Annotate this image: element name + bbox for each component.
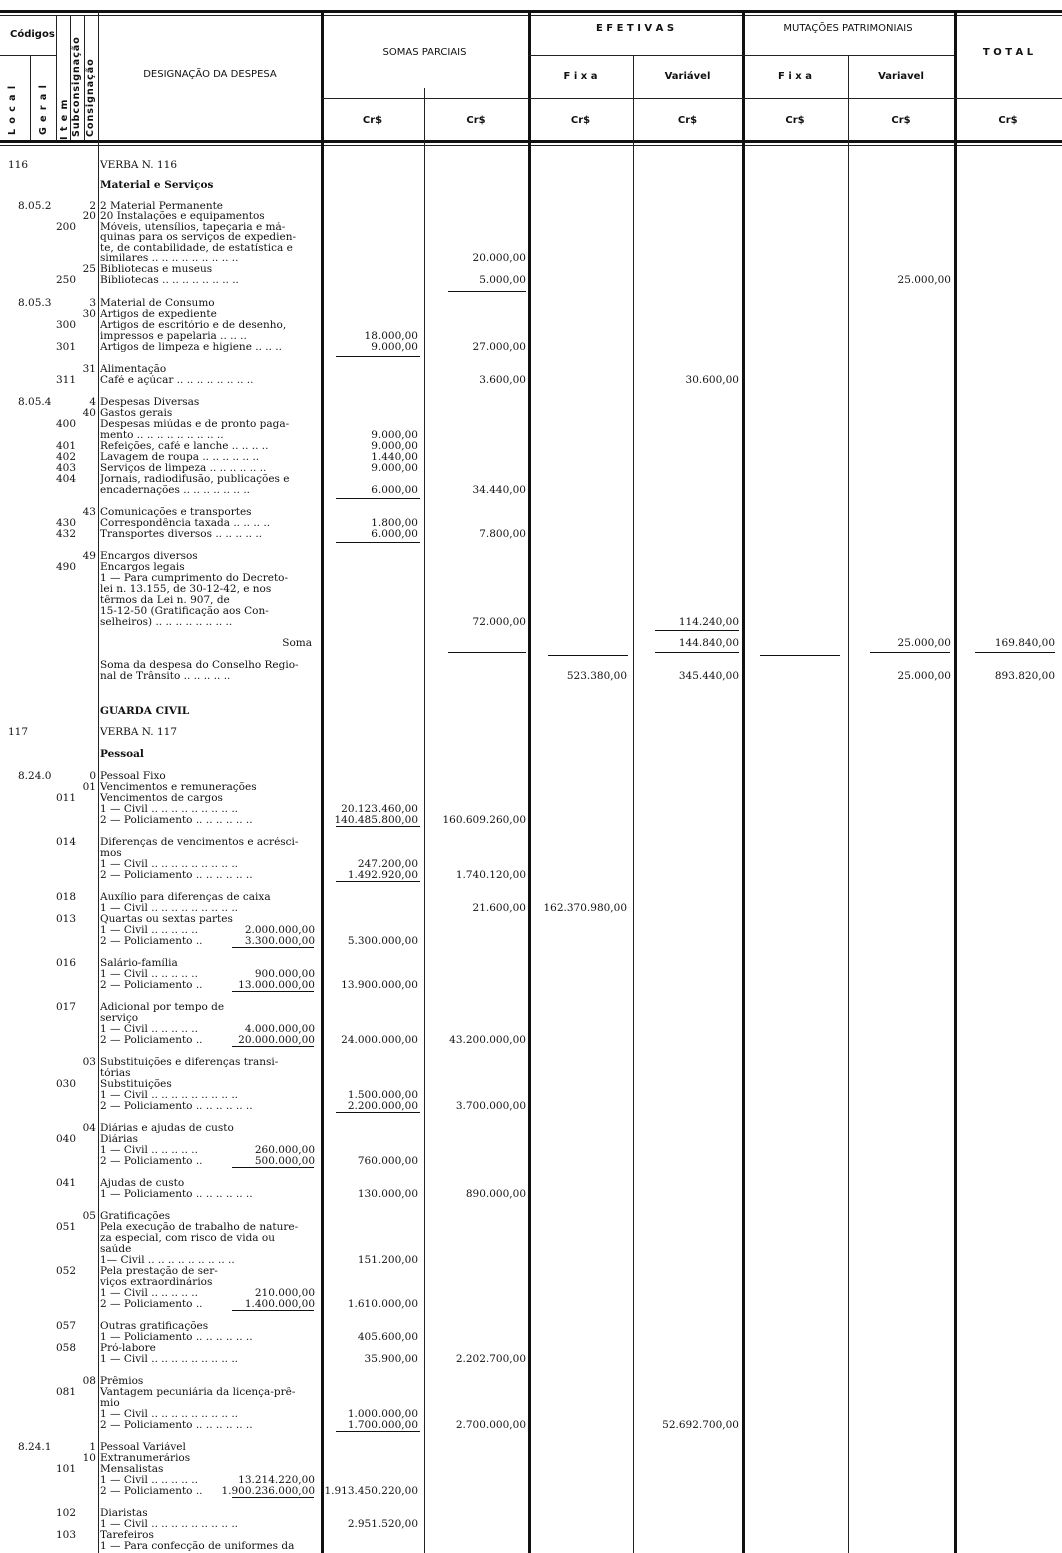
- expense-description: Café e açúcar .. .. .. .. .. .. .. ..: [100, 375, 254, 385]
- item-code: 040: [55, 1134, 76, 1144]
- expense-description: 1 — Civil .. .. .. .. ..: [100, 1475, 198, 1485]
- expense-description: Móveis, utensílios, tapeçaria e má-: [100, 222, 286, 232]
- consignacao-code: 10: [82, 1453, 96, 1463]
- item-code: 301: [55, 342, 76, 352]
- expense-description: 20 Instalações e equipamentos: [100, 211, 265, 221]
- consignacao-code: 05: [82, 1211, 96, 1221]
- inner-value: 2.000.000,00: [244, 925, 315, 935]
- partial-sum-2: 27.000,00: [472, 342, 526, 352]
- expense-description: 1 — Para confecção de uniformes da: [100, 1541, 295, 1551]
- expense-description: Tarefeiros: [100, 1530, 154, 1540]
- expense-description: 1 — Civil .. .. .. .. .. .. .. .. ..: [100, 1409, 239, 1419]
- item-code: 030: [55, 1079, 76, 1089]
- partial-sum-1: 760.000,00: [357, 1156, 418, 1166]
- currency-partial-2: Cr$: [466, 115, 486, 126]
- sum-rule: [975, 652, 1055, 653]
- item-code: 250: [55, 275, 76, 285]
- expense-description: Soma da despesa do Conselho Regio-: [100, 660, 299, 670]
- currency-mutacoes-fixa: Cr$: [785, 115, 805, 126]
- consignacao-code: 4: [89, 397, 96, 407]
- partial-sum-2: 7.800,00: [479, 529, 526, 539]
- expense-description: Vencimentos de cargos: [100, 793, 223, 803]
- expense-description: VERBA N. 117: [100, 727, 178, 737]
- sum-rule: [448, 652, 526, 653]
- inner-value: 900.000,00: [254, 969, 315, 979]
- expense-description: Pessoal Variável: [100, 1442, 186, 1452]
- verba-code: 117: [8, 727, 29, 737]
- efetivas-variavel-value: 345.440,00: [678, 671, 739, 681]
- item-code: 011: [55, 793, 76, 803]
- partial-sum-1: 1.610.000,00: [347, 1299, 418, 1309]
- consignacao-code: 08: [82, 1376, 96, 1386]
- local-code: 8.05.4: [18, 397, 52, 407]
- expense-description: mos: [100, 848, 122, 858]
- expense-description: Serviços de limpeza .. .. .. .. .. ..: [100, 463, 267, 473]
- expense-description: Despesas miúdas e de pronto paga-: [100, 419, 290, 429]
- partial-sum-1: 5.300.000,00: [347, 936, 418, 946]
- item-code: 311: [55, 375, 76, 385]
- col-divider-efetivas-mid: [633, 55, 634, 1553]
- expense-description: tórias: [100, 1068, 131, 1078]
- expense-description: 2 — Policiamento ..: [100, 1156, 203, 1166]
- sum-rule: [336, 356, 420, 357]
- header-sub-rule-total: [954, 98, 1062, 99]
- expense-description: 1— Civil .. .. .. .. .. .. .. .. ..: [100, 1255, 235, 1265]
- col-divider-desc: [98, 10, 99, 1553]
- partial-sum-2: 890.000,00: [465, 1189, 526, 1199]
- expense-description: 1 — Civil .. .. .. .. .. .. .. .. ..: [100, 1090, 239, 1100]
- consignacao-code: 01: [82, 782, 96, 792]
- expense-description: 2 — Policiamento .. .. .. .. .. ..: [100, 1420, 253, 1430]
- item-code: 401: [55, 441, 76, 451]
- expense-description: Quartas ou sextas partes: [100, 914, 233, 924]
- expense-description: Outras gratificações: [100, 1321, 209, 1331]
- sum-rule: [232, 991, 314, 992]
- col-divider-partial: [321, 10, 324, 1553]
- expense-description: 15-12-50 (Gratificação aos Con-: [100, 606, 269, 616]
- consignacao-code: 43: [82, 507, 96, 517]
- header-mutacoes: MUTAÇÕES PATRIMONIAIS: [783, 23, 913, 34]
- expense-description: 1 — Civil .. .. .. .. .. .. .. .. ..: [100, 1354, 239, 1364]
- expense-description: encadernações .. .. .. .. .. .. ..: [100, 485, 250, 495]
- item-code: 017: [55, 1002, 76, 1012]
- inner-value: 1.400.000,00: [244, 1299, 315, 1309]
- consignacao-code: 04: [82, 1123, 96, 1133]
- expense-description: 1 — Civil .. .. .. .. .. .. .. .. ..: [100, 859, 239, 869]
- item-code: 016: [55, 958, 76, 968]
- expense-description: selheiros) .. .. .. .. .. .. .. ..: [100, 617, 233, 627]
- partial-sum-1: 18.000,00: [364, 331, 418, 341]
- expense-description: 2 Material Permanente: [100, 201, 224, 211]
- expense-description: Encargos legais: [100, 562, 185, 572]
- header-somas-parciais: SOMAS PARCIAIS: [382, 47, 467, 58]
- expense-description: 2 — Policiamento ..: [100, 980, 203, 990]
- sum-rule: [336, 498, 420, 499]
- sum-rule: [655, 652, 739, 653]
- local-code: 8.05.3: [18, 298, 52, 308]
- partial-sum-1: 9.000,00: [371, 463, 418, 473]
- expense-description: Diárias: [100, 1134, 139, 1144]
- partial-sum-1: 6.000,00: [371, 485, 418, 495]
- header-subconsignacao: Subconsignação: [71, 36, 82, 137]
- sum-rule: [336, 542, 420, 543]
- partial-sum-2: 3.600,00: [479, 375, 526, 385]
- sum-rule: [655, 630, 739, 631]
- item-code: 102: [55, 1508, 76, 1518]
- partial-sum-1: 130.000,00: [357, 1189, 418, 1199]
- currency-mutacoes-variavel: Cr$: [891, 115, 911, 126]
- expense-description: 1 — Civil .. .. .. .. .. .. .. .. ..: [100, 1519, 239, 1529]
- expense-description: 1 — Civil .. .. .. .. .. .. .. .. ..: [100, 804, 239, 814]
- consignacao-code: 31: [82, 364, 96, 374]
- inner-value: 210.000,00: [254, 1288, 315, 1298]
- expense-description: Substituições e diferenças transi-: [100, 1057, 279, 1067]
- total-value: 893.820,00: [994, 671, 1055, 681]
- header-mutacoes-variavel: Variavel: [878, 71, 924, 82]
- efetivas-fixa-value: 523.380,00: [566, 671, 627, 681]
- header-sub-rule-1: [528, 55, 954, 56]
- sum-rule: [232, 1167, 314, 1168]
- item-code: 400: [55, 419, 76, 429]
- header-item: I t e m: [59, 98, 70, 140]
- expense-description: têrmos da Lei n. 907, de: [100, 595, 230, 605]
- sum-rule: [870, 652, 950, 653]
- partial-sum-1: 2.951.520,00: [347, 1519, 418, 1529]
- mutacoes-variavel-value: 25.000,00: [897, 671, 951, 681]
- consignacao-code: 40: [82, 408, 96, 418]
- partial-sum-1: 13.900.000,00: [341, 980, 418, 990]
- expense-description: za especial, com risco de vida ou: [100, 1233, 275, 1243]
- currency-total: Cr$: [998, 115, 1018, 126]
- sum-rule: [448, 291, 526, 292]
- partial-sum-1: 1.700.000,00: [347, 1420, 418, 1430]
- header-designacao: DESIGNAÇÃO DA DESPESA: [143, 69, 277, 80]
- header-sub-rule-3: [321, 98, 528, 99]
- expense-description: Correspondência taxada .. .. .. ..: [100, 518, 271, 528]
- expense-description: Pessoal Fixo: [100, 771, 166, 781]
- item-code: 430: [55, 518, 76, 528]
- partial-sum-2: 1.740.120,00: [455, 870, 526, 880]
- expense-description: Mensalistas: [100, 1464, 164, 1474]
- item-code: 058: [55, 1343, 76, 1353]
- sum-rule: [760, 655, 840, 656]
- expense-description: quinas para os serviços de expedien-: [100, 232, 297, 242]
- consignacao-code: 49: [82, 551, 96, 561]
- expense-description: viços extraordinários: [100, 1277, 213, 1287]
- consignacao-code: 3: [89, 298, 96, 308]
- partial-sum-1: 405.600,00: [357, 1332, 418, 1342]
- sum-rule: [548, 655, 628, 656]
- efetivas-fixa-value: 162.370.980,00: [543, 903, 627, 913]
- item-code: 300: [55, 320, 76, 330]
- item-code: 081: [55, 1387, 76, 1397]
- expense-description: Pela execução de trabalho de nature-: [100, 1222, 299, 1232]
- item-code: 404: [55, 474, 76, 484]
- sum-rule: [232, 1046, 314, 1047]
- inner-value: 1.900.236.000,00: [221, 1486, 315, 1496]
- header-total: T O T A L: [982, 47, 1034, 58]
- expense-description: Adicional por tempo de: [100, 1002, 225, 1012]
- inner-value: 13.000.000,00: [238, 980, 315, 990]
- col-divider-mutacoes: [742, 10, 745, 1553]
- expense-description: te, de contabilidade, de estatística e: [100, 243, 293, 253]
- inner-value: 500.000,00: [254, 1156, 315, 1166]
- partial-sum-1: 6.000,00: [371, 529, 418, 539]
- expense-description: lei n. 13.155, de 30-12-42, e nos: [100, 584, 272, 594]
- expense-description: Pela prestação de ser-: [100, 1266, 218, 1276]
- expense-description: Prêmios: [100, 1376, 144, 1386]
- consignacao-code: 20: [82, 211, 96, 221]
- expense-description: 1 — Policiamento .. .. .. .. .. ..: [100, 1189, 253, 1199]
- expense-description: 2 — Policiamento .. .. .. .. .. ..: [100, 870, 253, 880]
- expense-description: impressos e papelaria .. .. ..: [100, 331, 247, 341]
- expense-description: Gratificações: [100, 1211, 171, 1221]
- header-efetivas-variavel: Variável: [664, 71, 711, 82]
- expense-description: 2 — Policiamento ..: [100, 1299, 203, 1309]
- inner-value: 13.214.220,00: [238, 1475, 315, 1485]
- expense-description: Transportes diversos .. .. .. .. ..: [100, 529, 263, 539]
- partial-sum-1: 1.800,00: [371, 518, 418, 528]
- expense-description: mio: [100, 1398, 120, 1408]
- partial-sum-1: 9.000,00: [371, 441, 418, 451]
- consignacao-code: 25: [82, 264, 96, 274]
- expense-description: Diferenças de vencimentos e acrésci-: [100, 837, 299, 847]
- item-code: 490: [55, 562, 76, 572]
- expense-description: 1 — Civil .. .. .. .. .. .. .. .. ..: [100, 903, 239, 913]
- efetivas-variavel-value: 144.840,00: [678, 638, 739, 648]
- sum-rule: [232, 1310, 314, 1311]
- consignacao-code: 0: [89, 771, 96, 781]
- expense-description: VERBA N. 116: [100, 160, 178, 170]
- header-efetivas: E F E T I V A S: [595, 23, 675, 34]
- partial-sum-1: 1.913.450.220,00: [324, 1486, 418, 1496]
- expense-description: GUARDA CIVIL: [100, 706, 190, 716]
- expense-description: Gastos gerais: [100, 408, 173, 418]
- mutacoes-variavel-value: 25.000,00: [897, 275, 951, 285]
- partial-sum-1: 1.000.000,00: [347, 1409, 418, 1419]
- expense-description: saúde: [100, 1244, 132, 1254]
- item-code: 018: [55, 892, 76, 902]
- partial-sum-2: 34.440,00: [472, 485, 526, 495]
- consignacao-code: 1: [89, 1442, 96, 1452]
- sum-rule: [232, 1497, 314, 1498]
- header-efetivas-fixa: F i x a: [563, 71, 598, 82]
- expense-description: Vantagem pecuniária da licença-prê-: [100, 1387, 296, 1397]
- header-geral: G e r a l: [38, 84, 49, 135]
- expense-description: Artigos de expediente: [100, 309, 217, 319]
- expense-description: Despesas Diversas: [100, 397, 200, 407]
- expense-description: Diárias e ajudas de custo: [100, 1123, 234, 1133]
- col-divider-efetivas: [528, 10, 531, 1553]
- expense-description: mento .. .. .. .. .. .. .. .. ..: [100, 430, 224, 440]
- local-code: 8.05.2: [18, 201, 52, 211]
- partial-sum-1: 35.900,00: [364, 1354, 418, 1364]
- header-consignacao: Consignação: [85, 58, 96, 137]
- partial-sum-1: 9.000,00: [371, 342, 418, 352]
- inner-value: 4.000.000,00: [244, 1024, 315, 1034]
- expense-description: 2 — Policiamento ..: [100, 1035, 203, 1045]
- col-divider-total: [954, 10, 957, 1553]
- item-code: 041: [55, 1178, 76, 1188]
- inner-value: 20.000.000,00: [238, 1035, 315, 1045]
- header-local: L o c a l: [7, 84, 18, 135]
- sum-rule: [336, 1431, 420, 1432]
- expense-description: nal de Trânsito .. .. .. .. ..: [100, 671, 231, 681]
- partial-sum-1: 9.000,00: [371, 430, 418, 440]
- partial-sum-2: 5.000,00: [479, 275, 526, 285]
- partial-sum-2: 43.200.000,00: [449, 1035, 526, 1045]
- partial-sum-2: 72.000,00: [472, 617, 526, 627]
- verba-code: 116: [8, 160, 29, 170]
- expense-description: 1 — Civil .. .. .. .. ..: [100, 925, 198, 935]
- expense-description: 1 — Civil .. .. .. .. ..: [100, 969, 198, 979]
- sum-rule: [336, 881, 420, 882]
- expense-description: Refeições, café e lanche .. .. .. ..: [100, 441, 269, 451]
- consignacao-code: 2: [89, 201, 96, 211]
- partial-sum-1: 151.200,00: [357, 1255, 418, 1265]
- expense-description: Material de Consumo: [100, 298, 215, 308]
- inner-value: 3.300.000,00: [244, 936, 315, 946]
- item-code: 014: [55, 837, 76, 847]
- item-code: 051: [55, 1222, 76, 1232]
- partial-sum-1: 247.200,00: [357, 859, 418, 869]
- col-divider-geral: [56, 15, 57, 140]
- item-code: 200: [55, 222, 76, 232]
- top-rule: [0, 10, 1062, 13]
- expense-description: Encargos diversos: [100, 551, 198, 561]
- partial-sum-1: 1.492.920,00: [347, 870, 418, 880]
- item-code: 101: [55, 1464, 76, 1474]
- expense-description: Pró-labore: [100, 1343, 156, 1353]
- sum-rule: [232, 947, 314, 948]
- partial-sum-2: 21.600,00: [472, 903, 526, 913]
- expense-description: Alimentação: [100, 364, 167, 374]
- item-code: 052: [55, 1266, 76, 1276]
- expense-description: Jornais, radiodifusão, publicações e: [100, 474, 290, 484]
- item-code: 403: [55, 463, 76, 473]
- expense-description: 2 — Policiamento ..: [100, 936, 203, 946]
- local-code: 8.24.0: [18, 771, 52, 781]
- partial-sum-2: 3.700.000,00: [455, 1101, 526, 1111]
- expense-description: 1 — Para cumprimento do Decreto-: [100, 573, 289, 583]
- item-code: 013: [55, 914, 76, 924]
- expense-description: 2 — Policiamento ..: [100, 1486, 203, 1496]
- expense-description: Pessoal: [100, 749, 144, 759]
- partial-sum-2: 160.609.260,00: [442, 815, 526, 825]
- partial-sum-1: 1.500.000,00: [347, 1090, 418, 1100]
- efetivas-variavel-value: 30.600,00: [685, 375, 739, 385]
- expense-description: Bibliotecas .. .. .. .. .. .. .. ..: [100, 275, 239, 285]
- expense-description: Vencimentos e remunerações: [100, 782, 257, 792]
- expense-description: Lavagem de roupa .. .. .. .. .. ..: [100, 452, 260, 462]
- partial-sum-2: 2.700.000,00: [455, 1420, 526, 1430]
- expense-description: 2 — Policiamento .. .. .. .. .. ..: [100, 815, 253, 825]
- partial-sum-2: 20.000,00: [472, 253, 526, 263]
- efetivas-variavel-value: 114.240,00: [678, 617, 739, 627]
- expense-description: Material e Serviços: [100, 180, 214, 190]
- header-codes-rule: [0, 55, 56, 56]
- item-code: 103: [55, 1530, 76, 1540]
- expense-description: 1 — Policiamento .. .. .. .. .. ..: [100, 1332, 253, 1342]
- expense-description: Artigos de limpeza e higiene .. .. ..: [100, 342, 282, 352]
- partial-sum-2: 2.202.700,00: [455, 1354, 526, 1364]
- expense-description: Ajudas de custo: [100, 1178, 185, 1188]
- sum-rule: [336, 1112, 420, 1113]
- expense-description: Auxílio para diferenças de caixa: [100, 892, 271, 902]
- item-code: 402: [55, 452, 76, 462]
- consignacao-code: 03: [82, 1057, 96, 1067]
- mutacoes-variavel-value: 25.000,00: [897, 638, 951, 648]
- header-mutacoes-fixa: F i x a: [778, 71, 812, 82]
- top-rule-thin: [0, 15, 1062, 16]
- local-code: 8.24.1: [18, 1442, 52, 1452]
- consignacao-code: 30: [82, 309, 96, 319]
- expense-description: serviço: [100, 1013, 139, 1023]
- inner-value: 260.000,00: [254, 1145, 315, 1155]
- expense-description: Bibliotecas e museus: [100, 264, 213, 274]
- expense-description: 2 — Policiamento .. .. .. .. .. ..: [100, 1101, 253, 1111]
- expense-description: Salário-família: [100, 958, 178, 968]
- currency-partial-1: Cr$: [362, 115, 383, 126]
- header-bottom-rule-thin: [0, 145, 1062, 146]
- expense-description: 1 — Civil .. .. .. .. ..: [100, 1145, 198, 1155]
- soma-label: Soma: [282, 638, 312, 648]
- partial-sum-1: 20.123.460,00: [341, 804, 418, 814]
- partial-sum-1: 1.440,00: [371, 452, 418, 462]
- expense-description: Diaristas: [100, 1508, 148, 1518]
- col-divider-local: [30, 55, 31, 140]
- expense-description: 1 — Civil .. .. .. .. ..: [100, 1288, 198, 1298]
- expense-description: Artigos de escritório e de desenho,: [100, 320, 287, 330]
- efetivas-variavel-value: 52.692.700,00: [662, 1420, 739, 1430]
- total-value: 169.840,00: [994, 638, 1055, 648]
- sum-rule: [336, 826, 420, 827]
- header-bottom-rule: [0, 140, 1062, 143]
- currency-efetivas-fixa: Cr$: [570, 115, 591, 126]
- header-codigos: Códigos: [10, 29, 55, 40]
- partial-sum-1: 140.485.800,00: [334, 815, 418, 825]
- expense-description: similares .. .. .. .. .. .. .. .. ..: [100, 253, 239, 263]
- partial-sum-1: 2.200.000,00: [347, 1101, 418, 1111]
- partial-sum-1: 24.000.000,00: [341, 1035, 418, 1045]
- expense-description: 1 — Civil .. .. .. .. ..: [100, 1024, 198, 1034]
- item-code: 432: [55, 529, 76, 539]
- expense-description: Substituições: [100, 1079, 172, 1089]
- item-code: 057: [55, 1321, 76, 1331]
- expense-description: Comunicações e transportes: [100, 507, 252, 517]
- currency-efetivas-variavel: Cr$: [677, 115, 698, 126]
- header-sub-rule-2: [528, 98, 954, 99]
- expense-description: Extranumerários: [100, 1453, 191, 1463]
